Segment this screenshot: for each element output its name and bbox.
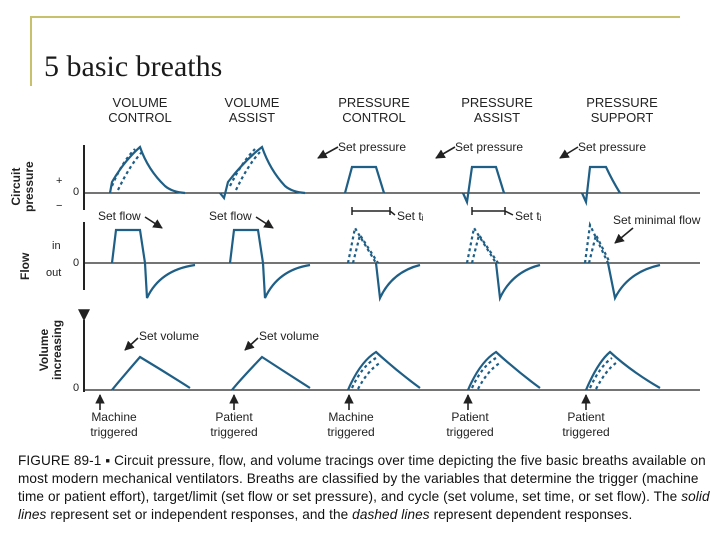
annotation-set-flow-va: Set flow bbox=[209, 209, 252, 223]
pressure-trace-volume-assist bbox=[220, 147, 305, 198]
flow-dashed-pressure-support-2 bbox=[589, 235, 610, 263]
pressure-plus-mark: + bbox=[56, 175, 63, 187]
flow-trace-volume-control bbox=[112, 230, 195, 298]
annotation-set-pressure-pa: Set pressure bbox=[455, 140, 524, 154]
annotation-set-volume-va: Set volume bbox=[259, 329, 320, 343]
arrow-set-minimal-flow bbox=[615, 228, 633, 243]
arrow-set-volume-va bbox=[245, 338, 258, 350]
annotation-set-minimal-flow: Set minimal flow bbox=[613, 213, 701, 227]
bracket-set-ti-pa bbox=[472, 207, 513, 215]
trigger-label-pressure-assist: Patient triggered bbox=[446, 410, 494, 439]
flow-trace-volume-assist bbox=[230, 230, 310, 298]
volume-trace-pressure-assist bbox=[468, 352, 540, 390]
annotation-set-volume-vc: Set volume bbox=[139, 329, 200, 343]
column-header-volume-control: VOLUME CONTROL bbox=[108, 95, 172, 125]
flow-trace-pressure-assist bbox=[496, 263, 540, 298]
flow-zero-mark: 0 bbox=[73, 257, 80, 269]
trigger-label-pressure-support: Patient triggered bbox=[562, 410, 610, 439]
flow-out-mark: out bbox=[46, 267, 62, 279]
column-header-pressure-assist: PRESSURE ASSIST bbox=[461, 95, 533, 125]
column-header-pressure-support: PRESSURE SUPPORT bbox=[586, 95, 658, 125]
row-label-volume: Volume increasing bbox=[37, 319, 64, 380]
annotation-set-pressure-ps: Set pressure bbox=[578, 140, 647, 154]
caption-middle: represent set or independent responses, and the bbox=[46, 507, 353, 522]
flow-dashed-pressure-control-2 bbox=[353, 235, 378, 263]
column-header-volume-assist: VOLUME ASSIST bbox=[224, 95, 280, 125]
bracket-set-ti-pc bbox=[352, 207, 395, 215]
arrow-set-pressure-ps bbox=[560, 147, 578, 158]
caption-tail: represent dependent responses. bbox=[429, 507, 633, 522]
arrow-set-flow-vc bbox=[145, 217, 162, 228]
pressure-trace-pressure-assist bbox=[463, 167, 504, 202]
volume-trace-volume-control bbox=[112, 357, 190, 390]
pressure-trace-pressure-support bbox=[582, 167, 620, 202]
flow-trace-pressure-control bbox=[376, 263, 420, 298]
pressure-trace-pressure-control bbox=[345, 167, 384, 193]
pressure-minus-mark: − bbox=[56, 200, 63, 212]
trigger-label-volume-assist: Patient triggered bbox=[210, 410, 258, 439]
pressure-trace-volume-control bbox=[110, 147, 185, 193]
figure-caption bbox=[18, 452, 718, 524]
volume-zero-mark: 0 bbox=[73, 382, 80, 394]
annotation-set-flow-vc: Set flow bbox=[98, 209, 141, 223]
volume-trace-pressure-control bbox=[348, 352, 420, 390]
pressure-zero-mark: 0 bbox=[73, 186, 80, 198]
caption-solid: solid lines bbox=[18, 489, 710, 522]
row-label-pressure: Circuit pressure bbox=[9, 161, 36, 212]
annotation-set-pressure-pc: Set pressure bbox=[338, 140, 407, 154]
arrow-set-flow-va bbox=[256, 217, 273, 228]
flow-dashed-pressure-support bbox=[585, 225, 608, 263]
caption-dashed: dashed lines bbox=[352, 507, 430, 522]
row-label-flow: Flow bbox=[18, 252, 32, 280]
flow-trace-pressure-support bbox=[608, 263, 660, 298]
trigger-label-volume-control: Machine triggered bbox=[90, 410, 138, 439]
volume-trace-pressure-support bbox=[586, 352, 660, 390]
flow-dashed-pressure-control bbox=[348, 228, 376, 263]
arrow-set-pressure-pc bbox=[318, 147, 338, 158]
trigger-label-pressure-control: Machine triggered bbox=[327, 410, 375, 439]
slide-title: 5 basic breaths bbox=[44, 50, 223, 83]
annotation-set-ti-pa: Set tᵢ bbox=[515, 209, 542, 223]
arrow-set-volume-vc bbox=[125, 338, 138, 350]
flow-in-mark: in bbox=[52, 240, 61, 252]
arrow-set-pressure-pa bbox=[436, 147, 455, 158]
caption-lead: FIGURE 89-1 ▪ Circuit pressure, flow, and volume tracings over time depicting the five basic breaths available on most modern mechanical ventilators. Breaths are classified by the variables that determine the trigger (machine time or patient effort), target/limit (set flow or set pressure), and cycle (set volume, set time, or set flow). The bbox=[18, 453, 706, 504]
flow-dashed-pressure-assist bbox=[467, 228, 496, 263]
pressure-dashed-volume-assist bbox=[230, 149, 255, 186]
annotation-set-ti-pc: Set tᵢ bbox=[397, 209, 424, 223]
volume-trace-volume-assist bbox=[232, 357, 310, 390]
column-header-pressure-control: PRESSURE CONTROL bbox=[338, 95, 410, 125]
